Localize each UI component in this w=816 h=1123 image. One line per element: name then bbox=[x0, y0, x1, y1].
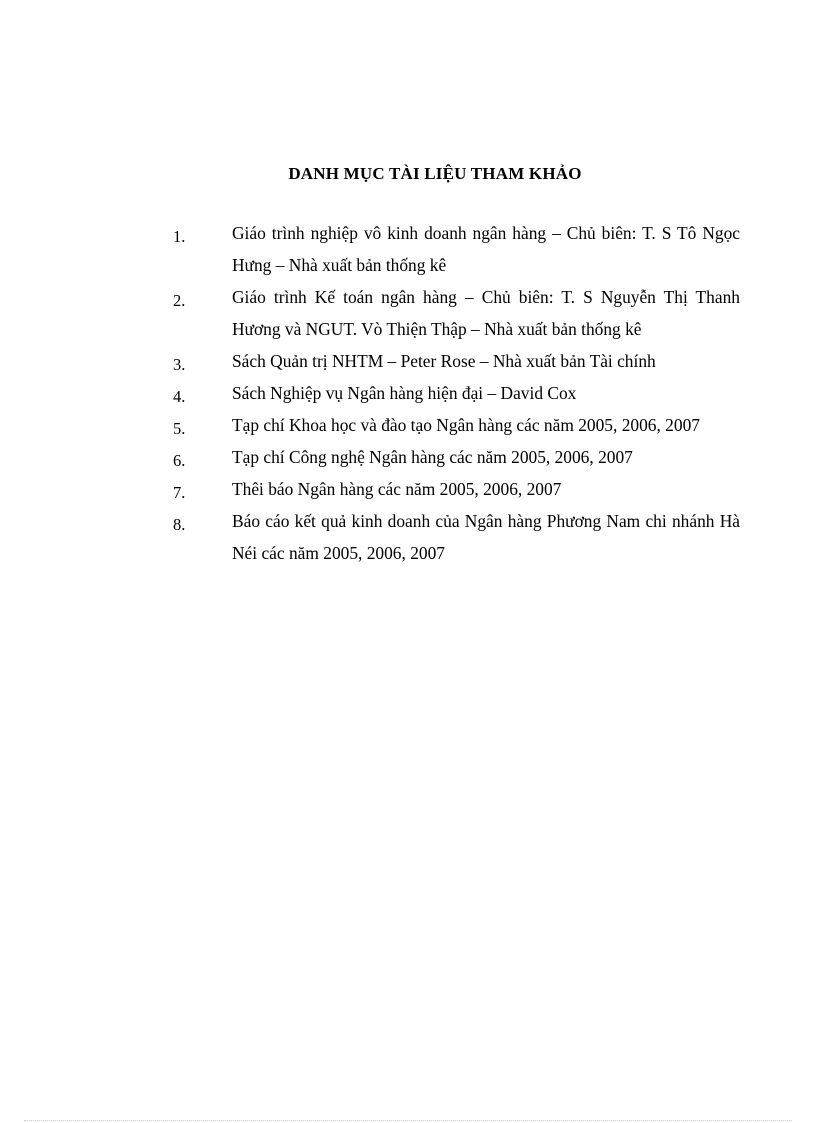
reference-text: Sách Quản trị NHTM – Peter Rose – Nhà xuất bản Tài chính bbox=[232, 351, 656, 371]
page-bottom-divider bbox=[24, 1120, 792, 1121]
reference-number: 6. bbox=[173, 451, 186, 470]
reference-text: Giáo trình nghiệp vô kinh doanh ngân hàng – Chủ biên: T. S Tô Ngọc Hưng – Nhà xuất bản thống kê bbox=[232, 223, 740, 275]
reference-item-3 bbox=[168, 345, 740, 377]
reference-text: Giáo trình Kế toán ngân hàng – Chủ biên: T. S Nguyễn Thị Thanh Hương và NGUT. Vò Thiện Thập – Nhà xuất bản thống kê bbox=[232, 287, 740, 339]
reference-number: 4. bbox=[173, 387, 186, 406]
reference-number: 7. bbox=[173, 483, 186, 502]
reference-item-8 bbox=[168, 505, 740, 569]
reference-number: 3. bbox=[173, 355, 186, 374]
reference-text: Tạp chí Khoa học và đào tạo Ngân hàng các năm 2005, 2006, 2007 bbox=[232, 415, 700, 435]
reference-list bbox=[168, 217, 740, 569]
reference-text: Sách Nghiệp vụ Ngân hàng hiện đại – David Cox bbox=[232, 383, 577, 403]
reference-text: Thêi báo Ngân hàng các năm 2005, 2006, 2007 bbox=[232, 479, 562, 499]
reference-number: 5. bbox=[173, 419, 186, 438]
reference-text: Tạp chí Công nghệ Ngân hàng các năm 2005, 2006, 2007 bbox=[232, 447, 633, 467]
page-title: DANH MỤC TÀI LIỆU THAM KHẢO bbox=[288, 164, 582, 183]
reference-item-6 bbox=[168, 441, 740, 473]
reference-item-7 bbox=[168, 473, 740, 505]
reference-text: Báo cáo kết quả kinh doanh của Ngân hàng Phương Nam chi nhánh Hà Néi các năm 2005, 2006, 2007 bbox=[232, 511, 740, 563]
reference-number: 2. bbox=[173, 291, 186, 310]
reference-item-2 bbox=[168, 281, 740, 345]
reference-item-5 bbox=[168, 409, 740, 441]
reference-number: 8. bbox=[173, 515, 186, 534]
reference-item-4 bbox=[168, 377, 740, 409]
reference-number: 1. bbox=[173, 227, 186, 246]
reference-item-1 bbox=[168, 217, 740, 281]
